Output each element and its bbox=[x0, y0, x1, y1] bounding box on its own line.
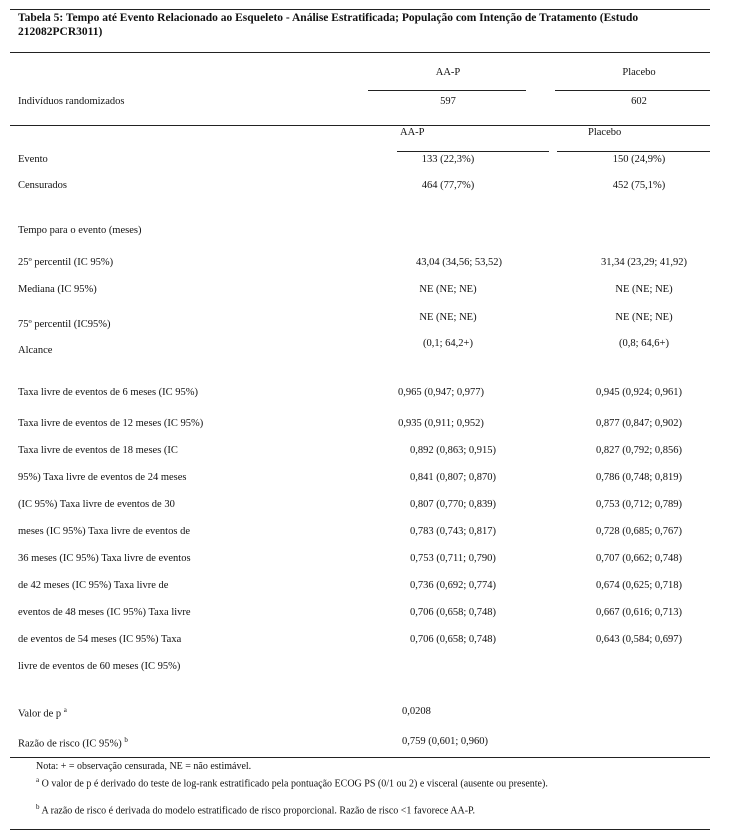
rate-60m-c2: 0,643 (0,584; 0,697) bbox=[595, 634, 683, 645]
row-p75-c2: NE (NE; NE) bbox=[615, 312, 673, 323]
row-alcance-c2: (0,8; 64,6+) bbox=[619, 338, 669, 349]
row-alcance-c1: (0,1; 64,2+) bbox=[423, 338, 473, 349]
rate-18m-c2: 0,827 (0,792; 0,856) bbox=[595, 445, 683, 456]
row-tempo-label: Tempo para o evento (meses) bbox=[18, 225, 142, 236]
rate-6m-c1: 0,965 (0,947; 0,977) bbox=[397, 387, 485, 398]
top-rule bbox=[10, 9, 710, 10]
rate-48m-c1: 0,736 (0,692; 0,774) bbox=[409, 580, 497, 591]
rate-36m-c2: 0,728 (0,685; 0,767) bbox=[595, 526, 683, 537]
pvalue-footnote-mark: a bbox=[63, 706, 67, 714]
rate-42m-c2: 0,707 (0,662; 0,748) bbox=[595, 553, 683, 564]
rate-54m-c2: 0,667 (0,616; 0,713) bbox=[595, 607, 683, 618]
row-alcance-label: Alcance bbox=[18, 345, 53, 356]
rate-label-1: Taxa livre de eventos de 6 meses (IC 95%) bbox=[18, 387, 199, 398]
row-p25-label: 25º percentil (IC 95%) bbox=[18, 257, 114, 268]
hazard-footnote-mark: b bbox=[124, 736, 128, 744]
rate-label-6: meses (IC 95%) Taxa livre de eventos de bbox=[18, 526, 190, 537]
rate-label-10: de eventos de 54 meses (IC 95%) Taxa bbox=[18, 634, 182, 645]
pvalue-value: 0,0208 bbox=[402, 706, 431, 717]
rate-label-3: Taxa livre de eventos de 18 meses (IC bbox=[18, 445, 178, 456]
rate-48m-c2: 0,674 (0,625; 0,718) bbox=[595, 580, 683, 591]
title-rule bbox=[10, 52, 710, 53]
pvalue-label bbox=[18, 706, 67, 720]
row-p25-c2: 31,34 (23,29; 41,92) bbox=[600, 257, 688, 268]
note-a-text: O valor de p é derivado do teste de log-rank estratificado pela pontuação ECOG PS (0/1 ou 2) e visceral (ausente ou presente). bbox=[41, 778, 548, 790]
subheader-rule-col1 bbox=[397, 151, 549, 152]
row-evento-c2: 150 (24,9%) bbox=[612, 154, 666, 165]
rate-label-9: eventos de 48 meses (IC 95%) Taxa livre bbox=[18, 607, 191, 618]
header-rule-col2 bbox=[555, 90, 710, 91]
rate-label-4: 95%) Taxa livre de eventos de 24 meses bbox=[18, 472, 187, 483]
rate-30m-c1: 0,807 (0,770; 0,839) bbox=[409, 499, 497, 510]
randomized-col2: 602 bbox=[631, 96, 647, 107]
hazard-label bbox=[18, 736, 128, 750]
rate-24m-c1: 0,841 (0,807; 0,870) bbox=[409, 472, 497, 483]
note-a-mark: a bbox=[36, 776, 40, 784]
sub-col1-header: AA-P bbox=[400, 127, 425, 138]
hazard-label-text: Razão de risco (IC 95%) bbox=[18, 738, 122, 750]
row-evento-label: Evento bbox=[18, 154, 48, 165]
row-p25-c1: 43,04 (34,56; 53,52) bbox=[415, 257, 503, 268]
note-b-mark: b bbox=[36, 803, 40, 811]
row-p75-label: 75º percentil (IC95%) bbox=[18, 319, 111, 330]
rate-30m-c2: 0,753 (0,712; 0,789) bbox=[595, 499, 683, 510]
subheader-rule-col2 bbox=[557, 151, 710, 152]
col2-header: Placebo bbox=[622, 67, 656, 78]
hazard-value: 0,759 (0,601; 0,960) bbox=[402, 736, 489, 747]
rate-18m-c1: 0,892 (0,863; 0,915) bbox=[409, 445, 497, 456]
col1-header: AA-P bbox=[435, 67, 461, 78]
note-general: Nota: + = observação censurada, NE = não estimável. bbox=[36, 761, 252, 772]
note-a bbox=[36, 775, 656, 789]
randomized-col1: 597 bbox=[440, 96, 456, 107]
row-mediana-label: Mediana (IC 95%) bbox=[18, 284, 97, 295]
rate-12m-c2: 0,877 (0,847; 0,902) bbox=[595, 418, 683, 429]
subheader-rule-top bbox=[10, 125, 710, 126]
row-censurados-c1: 464 (77,7%) bbox=[421, 180, 475, 191]
table-title: Tabela 5: Tempo até Evento Relacionado ao Esqueleto - Análise Estratificada; População com Intenção de Tratamento (Estudo 212082PCR3011) bbox=[18, 12, 639, 38]
rate-42m-c1: 0,753 (0,711; 0,790) bbox=[410, 553, 496, 564]
pvalue-label-text: Valor de p bbox=[18, 708, 62, 720]
note-b-text: A razão de risco é derivada do modelo estratificado de risco proporcional. Razão de risco <1 favorece AA-P. bbox=[41, 805, 475, 817]
sub-col2-header: Placebo bbox=[588, 127, 622, 138]
header-rule-col1 bbox=[368, 90, 526, 91]
rate-label-2: Taxa livre de eventos de 12 meses (IC 95%) bbox=[18, 418, 204, 429]
row-evento-c1: 133 (22,3%) bbox=[421, 154, 475, 165]
note-b bbox=[36, 802, 656, 816]
row-mediana-c2: NE (NE; NE) bbox=[615, 284, 673, 295]
rate-label-8: de 42 meses (IC 95%) Taxa livre de bbox=[18, 580, 169, 591]
randomized-label: Indivíduos randomizados bbox=[18, 96, 125, 107]
row-mediana-c1: NE (NE; NE) bbox=[419, 284, 477, 295]
rate-label-7: 36 meses (IC 95%) Taxa livre de eventos bbox=[18, 553, 191, 564]
rate-54m-c1: 0,706 (0,658; 0,748) bbox=[409, 607, 497, 618]
row-censurados-label: Censurados bbox=[18, 180, 67, 191]
rate-label-5: (IC 95%) Taxa livre de eventos de 30 bbox=[18, 499, 175, 510]
rate-24m-c2: 0,786 (0,748; 0,819) bbox=[595, 472, 683, 483]
rate-6m-c2: 0,945 (0,924; 0,961) bbox=[595, 387, 683, 398]
row-p75-c1: NE (NE; NE) bbox=[419, 312, 477, 323]
table-bottom-rule bbox=[10, 757, 710, 758]
rate-label-11: livre de eventos de 60 meses (IC 95%) bbox=[18, 661, 181, 672]
rate-60m-c1: 0,706 (0,658; 0,748) bbox=[409, 634, 497, 645]
notes-bottom-rule bbox=[10, 829, 710, 830]
rate-36m-c1: 0,783 (0,743; 0,817) bbox=[409, 526, 497, 537]
rate-12m-c1: 0,935 (0,911; 0,952) bbox=[398, 418, 484, 429]
row-censurados-c2: 452 (75,1%) bbox=[612, 180, 666, 191]
